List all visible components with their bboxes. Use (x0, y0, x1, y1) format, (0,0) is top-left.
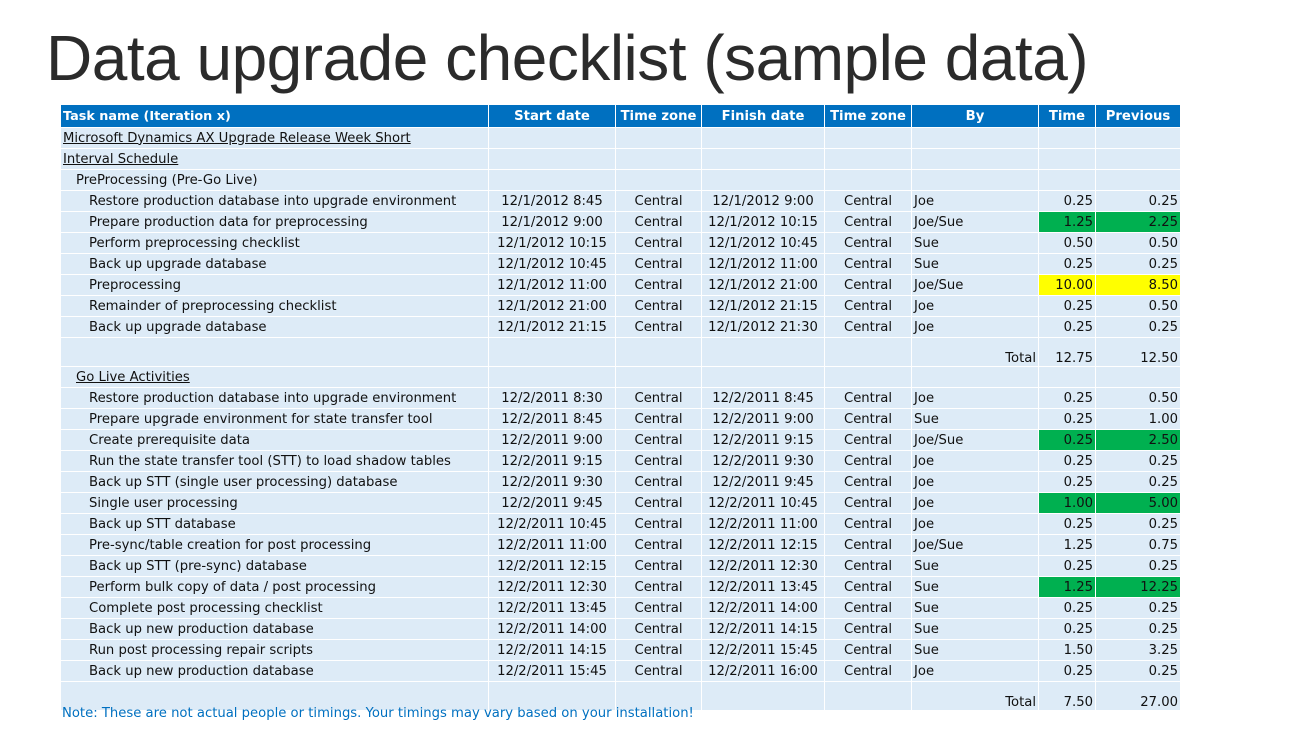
by-cell: Joe (912, 493, 1039, 514)
start-date-cell: 12/2/2011 13:45 (489, 598, 616, 619)
time-zone-cell: Central (616, 233, 702, 254)
total-previous: 12.50 (1096, 338, 1181, 367)
empty-cell (489, 338, 616, 367)
empty-cell (702, 149, 825, 170)
previous-cell: 1.00 (1096, 409, 1181, 430)
empty-cell (1096, 170, 1181, 191)
task-cell: Restore production database into upgrade environment (61, 191, 489, 212)
time-zone-cell: Central (616, 388, 702, 409)
total-label: Total (912, 338, 1039, 367)
task-cell: Create prerequisite data (61, 430, 489, 451)
previous-cell: 3.25 (1096, 640, 1181, 661)
table-row (61, 388, 1181, 409)
time-cell-highlighted: 10.00 (1039, 275, 1096, 296)
empty-cell (489, 170, 616, 191)
previous-cell-highlighted: 8.50 (1096, 275, 1181, 296)
table-row (61, 430, 1181, 451)
start-date-cell: 12/1/2012 9:00 (489, 212, 616, 233)
empty-cell (825, 128, 912, 149)
time-cell: 0.25 (1039, 191, 1096, 212)
previous-cell: 0.25 (1096, 661, 1181, 682)
time-zone-cell: Central (616, 409, 702, 430)
table-row (61, 212, 1181, 233)
finish-date-cell: 12/1/2012 11:00 (702, 254, 825, 275)
empty-cell (616, 367, 702, 388)
previous-cell-highlighted: 2.50 (1096, 430, 1181, 451)
empty-cell (912, 367, 1039, 388)
time-cell-highlighted: 1.25 (1039, 212, 1096, 233)
empty-cell (912, 170, 1039, 191)
total-row (61, 338, 1181, 367)
time-zone-cell: Central (825, 388, 912, 409)
finish-date-cell: 12/2/2011 9:30 (702, 451, 825, 472)
finish-date-cell: 12/2/2011 15:45 (702, 640, 825, 661)
empty-cell (825, 682, 912, 711)
start-date-cell: 12/2/2011 9:45 (489, 493, 616, 514)
empty-cell (702, 338, 825, 367)
finish-date-cell: 12/2/2011 9:45 (702, 472, 825, 493)
column-header-previous: Previous (1096, 105, 1181, 128)
table-row (61, 191, 1181, 212)
table-row (61, 254, 1181, 275)
by-cell: Joe/Sue (912, 535, 1039, 556)
section-title-row (61, 367, 1181, 388)
start-date-cell: 12/2/2011 8:30 (489, 388, 616, 409)
table-row (61, 409, 1181, 430)
time-cell: 0.25 (1039, 598, 1096, 619)
empty-cell (616, 149, 702, 170)
section-title-go-live-text: Go Live Activities (76, 369, 190, 385)
time-cell-highlighted: 1.00 (1039, 493, 1096, 514)
time-cell-highlighted: 0.25 (1039, 430, 1096, 451)
empty-cell (825, 170, 912, 191)
table-row (61, 472, 1181, 493)
previous-cell: 0.25 (1096, 317, 1181, 338)
empty-cell (489, 149, 616, 170)
by-cell: Joe (912, 191, 1039, 212)
time-cell: 0.25 (1039, 388, 1096, 409)
time-zone-cell: Central (825, 317, 912, 338)
time-zone-cell: Central (616, 296, 702, 317)
time-cell: 1.25 (1039, 535, 1096, 556)
task-cell: Single user processing (61, 493, 489, 514)
total-time: 7.50 (1039, 682, 1096, 711)
by-cell: Joe/Sue (912, 430, 1039, 451)
finish-date-cell: 12/2/2011 12:30 (702, 556, 825, 577)
time-cell: 0.25 (1039, 254, 1096, 275)
start-date-cell: 12/2/2011 10:45 (489, 514, 616, 535)
time-zone-cell: Central (616, 535, 702, 556)
table-row (61, 577, 1181, 598)
finish-date-cell: 12/1/2012 21:30 (702, 317, 825, 338)
time-zone-cell: Central (825, 254, 912, 275)
previous-cell-highlighted: 5.00 (1096, 493, 1181, 514)
by-cell: Sue (912, 556, 1039, 577)
time-zone-cell: Central (825, 556, 912, 577)
footnote: Note: These are not actual people or timings. Your timings may vary based on your installation! (62, 706, 694, 721)
task-cell: Back up upgrade database (61, 254, 489, 275)
column-header-time-zone: Time zone (616, 105, 702, 128)
empty-cell (702, 682, 825, 711)
empty-cell (489, 367, 616, 388)
task-cell: Restore production database into upgrade environment (61, 388, 489, 409)
start-date-cell: 12/2/2011 12:15 (489, 556, 616, 577)
task-cell: Perform preprocessing checklist (61, 233, 489, 254)
previous-cell: 0.25 (1096, 472, 1181, 493)
previous-cell: 0.25 (1096, 191, 1181, 212)
by-cell: Joe/Sue (912, 212, 1039, 233)
start-date-cell: 12/2/2011 8:45 (489, 409, 616, 430)
start-date-cell: 12/2/2011 14:00 (489, 619, 616, 640)
finish-date-cell: 12/2/2011 13:45 (702, 577, 825, 598)
table-row (61, 619, 1181, 640)
by-cell: Joe (912, 296, 1039, 317)
time-zone-cell: Central (825, 451, 912, 472)
section-title-go-live (61, 367, 489, 388)
time-zone-cell: Central (616, 317, 702, 338)
previous-cell: 0.50 (1096, 233, 1181, 254)
time-cell: 0.25 (1039, 296, 1096, 317)
start-date-cell: 12/2/2011 9:15 (489, 451, 616, 472)
time-zone-cell: Central (616, 514, 702, 535)
finish-date-cell: 12/1/2012 21:15 (702, 296, 825, 317)
task-cell: Perform bulk copy of data / post processing (61, 577, 489, 598)
empty-cell (912, 128, 1039, 149)
time-zone-cell: Central (825, 619, 912, 640)
by-cell: Sue (912, 409, 1039, 430)
previous-cell-highlighted: 12.25 (1096, 577, 1181, 598)
time-zone-cell: Central (825, 233, 912, 254)
empty-cell (1096, 367, 1181, 388)
time-cell: 0.50 (1039, 233, 1096, 254)
time-zone-cell: Central (616, 556, 702, 577)
time-zone-cell: Central (825, 577, 912, 598)
empty-cell (1039, 170, 1096, 191)
task-cell: Run the state transfer tool (STT) to load shadow tables (61, 451, 489, 472)
time-zone-cell: Central (825, 640, 912, 661)
total-label: Total (912, 682, 1039, 711)
by-cell: Sue (912, 577, 1039, 598)
finish-date-cell: 12/2/2011 8:45 (702, 388, 825, 409)
start-date-cell: 12/1/2012 8:45 (489, 191, 616, 212)
time-zone-cell: Central (616, 619, 702, 640)
empty-cell (825, 367, 912, 388)
time-zone-cell: Central (616, 493, 702, 514)
task-cell: Back up STT (pre-sync) database (61, 556, 489, 577)
previous-cell: 0.75 (1096, 535, 1181, 556)
by-cell: Sue (912, 640, 1039, 661)
group-title-cell (61, 128, 489, 149)
finish-date-cell: 12/2/2011 10:45 (702, 493, 825, 514)
table-row (61, 317, 1181, 338)
time-cell: 0.25 (1039, 472, 1096, 493)
header-row (61, 105, 1181, 128)
time-zone-cell: Central (616, 254, 702, 275)
by-cell: Joe (912, 451, 1039, 472)
total-time: 12.75 (1039, 338, 1096, 367)
empty-cell (702, 128, 825, 149)
finish-date-cell: 12/2/2011 12:15 (702, 535, 825, 556)
table-row (61, 598, 1181, 619)
table-row (61, 275, 1181, 296)
time-zone-cell: Central (825, 493, 912, 514)
time-zone-cell: Central (616, 661, 702, 682)
time-zone-cell: Central (616, 640, 702, 661)
by-cell: Joe (912, 661, 1039, 682)
table-row (61, 535, 1181, 556)
time-zone-cell: Central (825, 212, 912, 233)
time-zone-cell: Central (825, 430, 912, 451)
time-zone-cell: Central (825, 275, 912, 296)
previous-cell: 0.25 (1096, 598, 1181, 619)
task-cell: Back up upgrade database (61, 317, 489, 338)
time-zone-cell: Central (616, 451, 702, 472)
section-title-row (61, 170, 1181, 191)
task-cell: Preprocessing (61, 275, 489, 296)
time-zone-cell: Central (616, 598, 702, 619)
start-date-cell: 12/2/2011 14:15 (489, 640, 616, 661)
time-zone-cell: Central (825, 661, 912, 682)
empty-cell (489, 128, 616, 149)
group-title-cell (61, 149, 489, 170)
column-header-by: By (912, 105, 1039, 128)
group-title-line2: Interval Schedule (63, 151, 179, 167)
task-cell: Run post processing repair scripts (61, 640, 489, 661)
previous-cell: 0.25 (1096, 514, 1181, 535)
empty-cell (825, 149, 912, 170)
start-date-cell: 12/2/2011 9:00 (489, 430, 616, 451)
finish-date-cell: 12/2/2011 16:00 (702, 661, 825, 682)
column-header-time: Time (1039, 105, 1096, 128)
table-row (61, 514, 1181, 535)
table-row (61, 493, 1181, 514)
time-cell: 0.25 (1039, 317, 1096, 338)
column-header-start-date: Start date (489, 105, 616, 128)
empty-cell (1096, 149, 1181, 170)
start-date-cell: 12/1/2012 10:45 (489, 254, 616, 275)
by-cell: Joe (912, 317, 1039, 338)
finish-date-cell: 12/1/2012 10:45 (702, 233, 825, 254)
time-zone-cell: Central (825, 409, 912, 430)
start-date-cell: 12/2/2011 12:30 (489, 577, 616, 598)
group-title-row (61, 128, 1181, 149)
start-date-cell: 12/2/2011 15:45 (489, 661, 616, 682)
by-cell: Sue (912, 254, 1039, 275)
table-row (61, 640, 1181, 661)
time-cell: 0.25 (1039, 514, 1096, 535)
task-cell: Back up STT (single user processing) database (61, 472, 489, 493)
by-cell: Joe (912, 514, 1039, 535)
empty-cell (1096, 128, 1181, 149)
time-zone-cell: Central (825, 472, 912, 493)
empty-cell (702, 170, 825, 191)
column-header-time-zone: Time zone (825, 105, 912, 128)
task-cell: Pre-sync/table creation for post processing (61, 535, 489, 556)
start-date-cell: 12/1/2012 10:15 (489, 233, 616, 254)
table-row (61, 661, 1181, 682)
by-cell: Joe (912, 472, 1039, 493)
start-date-cell: 12/2/2011 11:00 (489, 535, 616, 556)
finish-date-cell: 12/1/2012 9:00 (702, 191, 825, 212)
start-date-cell: 12/1/2012 11:00 (489, 275, 616, 296)
column-header-task: Task name (Iteration x) (61, 105, 489, 128)
time-zone-cell: Central (616, 275, 702, 296)
empty-cell (616, 170, 702, 191)
by-cell: Sue (912, 598, 1039, 619)
finish-date-cell: 12/2/2011 14:15 (702, 619, 825, 640)
empty-cell (61, 338, 489, 367)
table-row (61, 556, 1181, 577)
time-cell: 0.25 (1039, 451, 1096, 472)
start-date-cell: 12/1/2012 21:15 (489, 317, 616, 338)
time-zone-cell: Central (616, 577, 702, 598)
time-cell: 0.25 (1039, 556, 1096, 577)
time-zone-cell: Central (825, 296, 912, 317)
start-date-cell: 12/2/2011 9:30 (489, 472, 616, 493)
by-cell: Joe/Sue (912, 275, 1039, 296)
task-cell: Prepare production data for preprocessing (61, 212, 489, 233)
task-cell: Back up new production database (61, 619, 489, 640)
empty-cell (702, 367, 825, 388)
time-zone-cell: Central (825, 535, 912, 556)
finish-date-cell: 12/2/2011 11:00 (702, 514, 825, 535)
previous-cell: 0.25 (1096, 556, 1181, 577)
group-title-row (61, 149, 1181, 170)
time-zone-cell: Central (616, 191, 702, 212)
empty-cell (825, 338, 912, 367)
table-row (61, 233, 1181, 254)
empty-cell (616, 338, 702, 367)
by-cell: Sue (912, 233, 1039, 254)
task-cell: Back up STT database (61, 514, 489, 535)
time-cell: 0.25 (1039, 409, 1096, 430)
time-cell-highlighted: 1.25 (1039, 577, 1096, 598)
table-row (61, 296, 1181, 317)
table-row (61, 451, 1181, 472)
page-title: Data upgrade checklist (sample data) (46, 22, 1089, 94)
previous-cell: 0.25 (1096, 254, 1181, 275)
time-zone-cell: Central (825, 514, 912, 535)
empty-cell (616, 128, 702, 149)
task-cell: Complete post processing checklist (61, 598, 489, 619)
finish-date-cell: 12/2/2011 14:00 (702, 598, 825, 619)
time-zone-cell: Central (616, 472, 702, 493)
time-zone-cell: Central (616, 212, 702, 233)
empty-cell (1039, 367, 1096, 388)
by-cell: Sue (912, 619, 1039, 640)
task-cell: Remainder of preprocessing checklist (61, 296, 489, 317)
task-cell: Back up new production database (61, 661, 489, 682)
finish-date-cell: 12/1/2012 10:15 (702, 212, 825, 233)
previous-cell-highlighted: 2.25 (1096, 212, 1181, 233)
finish-date-cell: 12/2/2011 9:15 (702, 430, 825, 451)
empty-cell (912, 149, 1039, 170)
previous-cell: 0.50 (1096, 388, 1181, 409)
column-header-finish-date: Finish date (702, 105, 825, 128)
checklist-table (60, 104, 1181, 711)
empty-cell (1039, 128, 1096, 149)
previous-cell: 0.25 (1096, 619, 1181, 640)
time-zone-cell: Central (825, 598, 912, 619)
task-cell: Prepare upgrade environment for state transfer tool (61, 409, 489, 430)
time-cell: 0.25 (1039, 661, 1096, 682)
finish-date-cell: 12/1/2012 21:00 (702, 275, 825, 296)
finish-date-cell: 12/2/2011 9:00 (702, 409, 825, 430)
time-zone-cell: Central (616, 430, 702, 451)
section-title-preprocessing: PreProcessing (Pre-Go Live) (61, 170, 489, 191)
start-date-cell: 12/1/2012 21:00 (489, 296, 616, 317)
previous-cell: 0.50 (1096, 296, 1181, 317)
group-title-line1: Microsoft Dynamics AX Upgrade Release Week Short (63, 130, 411, 146)
time-cell: 0.25 (1039, 619, 1096, 640)
time-cell: 1.50 (1039, 640, 1096, 661)
total-previous: 27.00 (1096, 682, 1181, 711)
previous-cell: 0.25 (1096, 451, 1181, 472)
time-zone-cell: Central (825, 191, 912, 212)
by-cell: Joe (912, 388, 1039, 409)
empty-cell (1039, 149, 1096, 170)
